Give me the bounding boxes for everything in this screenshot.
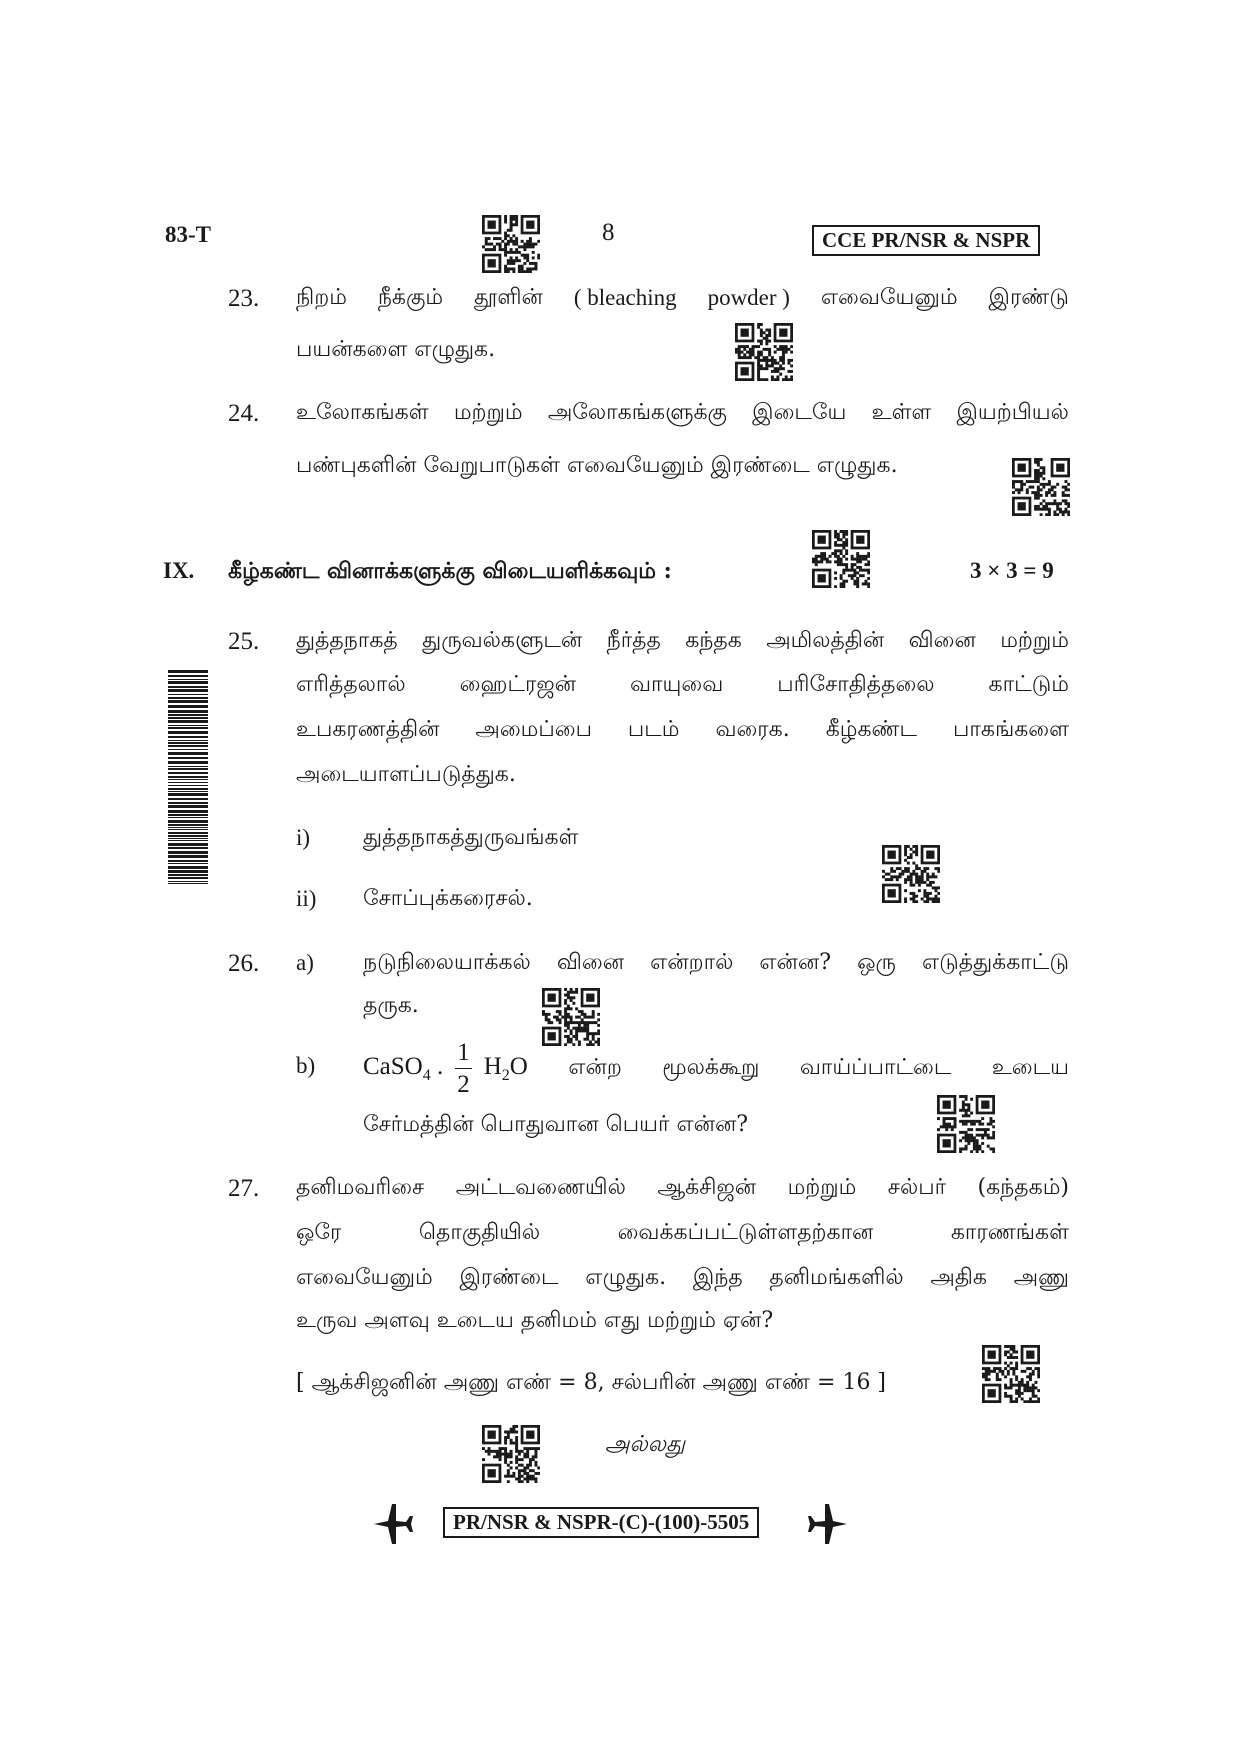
- word: என்றால்: [650, 950, 734, 975]
- word: வைக்கப்பட்டுள்ளதற்கான: [617, 1220, 874, 1245]
- question-26a-line1: [363, 950, 1069, 978]
- question-27-note: [ ஆக்சிஜனின் அணு எண் = 8, சல்பரின் அணு எண் = 16 ]: [296, 1370, 887, 1395]
- word: காட்டும்: [988, 672, 1069, 697]
- fraction-denominator: 2: [457, 1071, 470, 1098]
- part-label: ii): [296, 886, 317, 911]
- question-25-line1: [296, 628, 1069, 656]
- fraction-numerator: 1: [455, 1040, 472, 1069]
- word: உபகரணத்தின்: [296, 717, 440, 742]
- or-text: அல்லது: [605, 1432, 686, 1457]
- word: நீர்த்த: [606, 628, 661, 653]
- qr-code-icon: [982, 1345, 1040, 1403]
- word: இடையே: [752, 400, 847, 425]
- word: வினை: [556, 950, 625, 975]
- word: வாய்ப்பாட்டை: [799, 1054, 952, 1080]
- word: ஒரு: [857, 950, 896, 975]
- question-24-line2: பண்புகளின் வேறுபாடுகள் எவையேனும் இரண்டை எழுதுக.: [296, 453, 898, 478]
- word: நடுநிலையாக்கல்: [363, 950, 531, 975]
- fraction: [455, 1040, 472, 1097]
- word: துத்தநாகத்: [296, 628, 398, 653]
- page-number: 8: [602, 219, 615, 246]
- qr-code-icon: [542, 988, 600, 1046]
- word: பாகங்களை: [953, 717, 1069, 742]
- question-26b-line2: சேர்மத்தின் பொதுவான பெயர் என்ன?: [363, 1112, 749, 1137]
- word: ஹைட்ரஜன்: [459, 672, 577, 697]
- question-27-line1: [296, 1175, 1069, 1203]
- question-26b-line1: [363, 1040, 1069, 1097]
- word: மற்றும்: [1000, 628, 1069, 653]
- word: அதிக: [930, 1265, 987, 1290]
- word: இரண்டு: [988, 285, 1069, 310]
- section-number: IX.: [163, 558, 195, 583]
- word: எரித்தலால்: [296, 672, 406, 697]
- word: வினை: [908, 628, 976, 653]
- qr-code-icon: [882, 845, 940, 903]
- part-label: b): [296, 1053, 316, 1078]
- question-26a-line2: தருக.: [363, 993, 419, 1018]
- qr-code-icon: [482, 215, 540, 273]
- part-text: துத்தநாகத்துருவங்கள்: [363, 825, 579, 850]
- qr-code-icon: [937, 1095, 995, 1153]
- barcode-icon: [168, 670, 208, 886]
- airplane-icon: [372, 1502, 416, 1546]
- word: சல்பர்: [887, 1175, 947, 1200]
- question-23-line1: [296, 285, 1069, 313]
- footer-code: PR/NSR & NSPR-(C)-(100)-5505: [443, 1507, 759, 1538]
- question-25-line4: அடையாளப்படுத்துக.: [296, 762, 516, 787]
- word: எவையேனும்: [820, 285, 958, 310]
- word: உடைய: [991, 1054, 1069, 1080]
- formula-o: O: [509, 1053, 528, 1081]
- chemical-formula: [363, 1040, 528, 1097]
- question-24-line1: [296, 400, 1069, 428]
- question-number-26: 26.: [228, 950, 260, 977]
- word: படம்: [627, 717, 680, 742]
- question-27-line2: [296, 1220, 1069, 1248]
- word: மற்றும்: [453, 400, 523, 425]
- qr-code-icon: [812, 530, 870, 588]
- word: எவையேனும்: [296, 1265, 433, 1290]
- word: அமைப்பை: [475, 717, 592, 742]
- formula-dot: .: [436, 1053, 444, 1081]
- word: எடுத்துக்காட்டு: [921, 950, 1069, 975]
- word: தனிமங்களில்: [769, 1265, 904, 1290]
- word: வாயுவை: [630, 672, 724, 697]
- word: அமிலத்தின்: [766, 628, 885, 653]
- qr-code-icon: [482, 1425, 540, 1483]
- section-marks: 3 × 3 = 9: [970, 558, 1054, 583]
- word: துருவல்களுடன்: [422, 628, 583, 653]
- question-25-line2: [296, 672, 1069, 700]
- word: இயற்பியல்: [956, 400, 1069, 425]
- question-number-25: 25.: [228, 628, 260, 655]
- formula-caso: CaSO: [363, 1053, 423, 1081]
- word: தனிமவரிசை: [296, 1175, 425, 1200]
- word: மற்றும்: [787, 1175, 857, 1200]
- word: கீழ்கண்ட: [825, 717, 918, 742]
- word: அட்டவணையில்: [455, 1175, 626, 1200]
- paper-code-left: 83-T: [165, 222, 211, 247]
- question-25-line3: [296, 717, 1069, 745]
- word: நீக்கும்: [377, 285, 444, 310]
- word: தொகுதியில்: [418, 1220, 541, 1245]
- word: அணு: [1013, 1265, 1069, 1290]
- word: கந்தக: [685, 628, 742, 653]
- word: காரணங்கள்: [950, 1220, 1069, 1245]
- question-27-line4: உருவ அளவு உடைய தனிமம் எது மற்றும் ஏன்?: [296, 1308, 774, 1333]
- word: மூலக்கூறு: [662, 1054, 760, 1080]
- word: ஆக்சிஜன்: [657, 1175, 757, 1200]
- question-number-24: 24.: [228, 400, 260, 427]
- word: உள்ள: [871, 400, 932, 425]
- word: இரண்டை: [459, 1265, 559, 1290]
- word: பரிசோதித்தலை: [777, 672, 935, 697]
- word: வரைக.: [715, 717, 790, 742]
- word: எழுதுக.: [585, 1265, 667, 1290]
- word: என்ன?: [759, 950, 832, 975]
- question-number-27: 27.: [228, 1175, 260, 1202]
- word: அலோகங்களுக்கு: [547, 400, 727, 425]
- word: நிறம்: [296, 285, 347, 310]
- question-27-line3: [296, 1265, 1069, 1293]
- paper-code-right: CCE PR/NSR & NSPR: [812, 225, 1040, 256]
- word: இந்த: [692, 1265, 743, 1290]
- word: என்ற: [568, 1054, 622, 1080]
- word: ஒரே: [296, 1220, 342, 1245]
- qr-code-icon: [735, 323, 793, 381]
- word: ( bleaching: [573, 285, 677, 310]
- word: உலோகங்கள்: [296, 400, 429, 425]
- airplane-icon: [805, 1502, 849, 1546]
- word: தூளின்: [474, 285, 543, 310]
- formula-h: H: [483, 1053, 502, 1081]
- formula-subscript: 4: [422, 1067, 431, 1085]
- word: (கந்தகம்): [977, 1175, 1069, 1200]
- question-number-23: 23.: [228, 285, 260, 312]
- part-text: சோப்புக்கரைசல்.: [363, 886, 533, 911]
- question-23-line2: பயன்களை எழுதுக.: [296, 337, 496, 362]
- section-title: கீழ்கண்ட வினாக்களுக்கு விடையளிக்கவும் :: [228, 558, 672, 584]
- formula-subscript: 2: [501, 1067, 510, 1085]
- qr-code-icon: [1012, 458, 1070, 516]
- part-label: a): [296, 950, 314, 975]
- word: powder ): [707, 285, 790, 310]
- part-label: i): [296, 825, 311, 850]
